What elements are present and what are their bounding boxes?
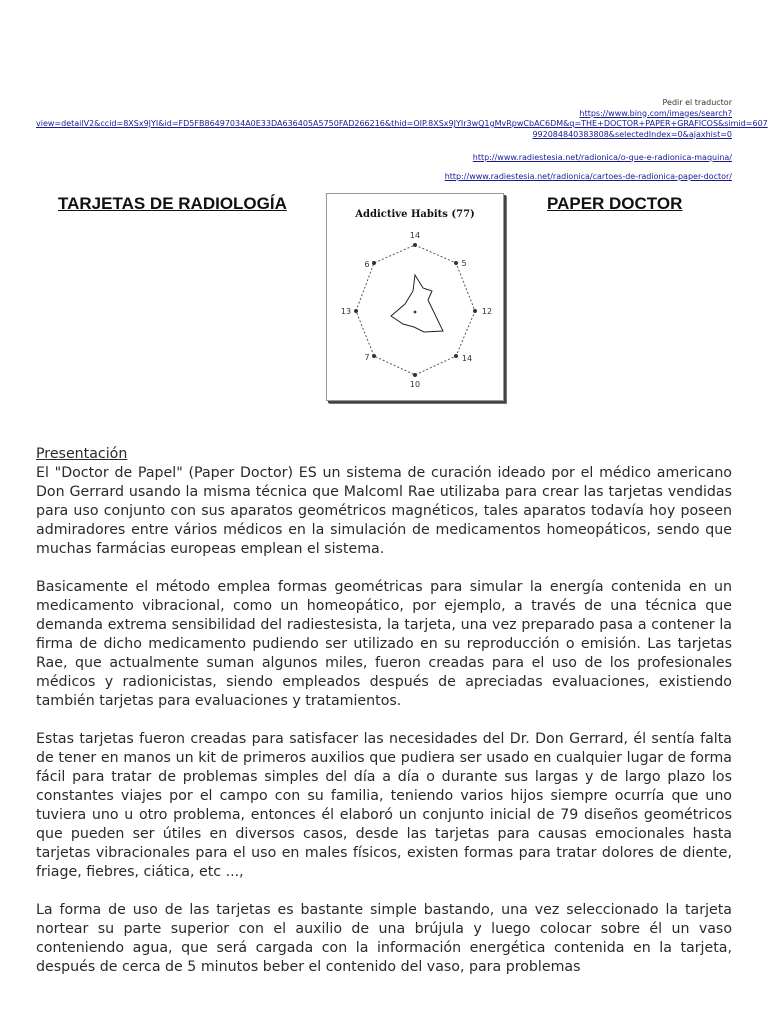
label-top-right: 5 xyxy=(461,259,467,268)
title-tarjetas: TARJETAS DE RADIOLOGÍA xyxy=(58,194,287,213)
addictive-habits-card-figure xyxy=(326,193,504,401)
paragraph: El "Doctor de Papel" (Paper Doctor) ES un sistema de curación ideado por el médico americano Don Gerrard usando la misma técnica que Malcoml Rae utilizaba para crear las tarjetas vendidas para uso conjunto con sus aparatos geométricos magnéticos, tales aparatos todavía hoy poseen admiradores entre vários médicos en la simulación de medicamentos homeopáticos, sendo que muchas farmácias europeas emplean el sistema. xyxy=(36,465,732,557)
label-bottom-right: 14 xyxy=(461,354,473,363)
label-right: 12 xyxy=(481,307,493,316)
title-paper-doctor: PAPER DOCTOR xyxy=(547,194,683,213)
vertex-dot xyxy=(372,354,376,358)
paragraph: Basicamente el método emplea formas geométricas para simular la energía contenida en un medicamento vibracional, como un homeopático, por ejemplo, a través de una técnica que demanda extrema sensibilidad del radiestesista, la tarjeta, una vez preparado pasa a contener la firma de dicho medicamento pudiendo ser utilizado en su reproducción o emisión. Las tarjetas Rae, que actualmente suman algunos miles, fueron creadas para el uso de los profesionales médicos y radionicistas, siendo empleados después de apreciadas evaluaciones, existiendo también tarjetas para evaluaciones y tratamientos. xyxy=(36,579,732,709)
references-block xyxy=(36,98,768,182)
vertex-dot xyxy=(413,243,417,247)
paper-doctor-link[interactable]: http://www.radiestesia.net/radionica/cartoes-de-radionica-paper-doctor/ xyxy=(444,171,732,181)
label-top-left: 6 xyxy=(364,260,370,269)
label-bottom: 10 xyxy=(409,380,421,389)
vertex-dot xyxy=(372,261,376,265)
vertex-dot xyxy=(454,261,458,265)
translator-text: Pedir el traductor xyxy=(662,98,732,107)
vertex-dot xyxy=(354,309,358,313)
vertex-dot xyxy=(473,309,477,313)
bing-link-line2[interactable]: view=detailV2&ccid=8XSx9JYI&id=FD5FB86497034A0E33DA636405A5750FAD266216&thid=OIP.8XSx9JYIr3wQ1gMvRpwCbAC6DM&q=THE+DOCTOR+PAPER+GRAFICOS&simid=607 xyxy=(36,119,768,128)
bing-link-line1[interactable]: https://www.bing.com/images/search? xyxy=(579,108,732,118)
label-top: 14 xyxy=(409,231,421,240)
label-left: 13 xyxy=(340,307,352,316)
article-body xyxy=(36,445,732,996)
section-heading: Presentación xyxy=(36,446,128,462)
paragraph: La forma de uso de las tarjetas es bastante simple bastando, una vez seleccionado la tarjeta nortear su parte superior con el auxilio de una brújula y luego colocar sobre él un vaso conteniendo agua, que será cargada con la información energética contenida en la tarjeta, después de cerca de 5 minutos beber el contenido del vaso, para problemas xyxy=(36,902,732,975)
vertex-dot xyxy=(413,373,417,377)
vertex-dot xyxy=(454,354,458,358)
bing-link-line3[interactable]: 992084840383808&selectedIndex=0&ajaxhist=0 xyxy=(532,129,732,139)
center-dot xyxy=(414,311,417,314)
label-bottom-left: 7 xyxy=(364,353,370,362)
inner-star-shape xyxy=(391,275,443,332)
radionica-machine-link[interactable]: http://www.radiestesia.net/radionica/o-que-e-radionica-maquina/ xyxy=(472,153,732,162)
paragraph: Estas tarjetas fueron creadas para satisfacer las necesidades del Dr. Don Gerrard, él sentía falta de tener en manos un kit de primeros auxilios que pudiera ser usado en cualquier lugar de forma fácil para tratar de problemas simples del día a día o durante sus largas y de largo plazo los constantes viajes por el campo con su familia, teniendo varios hijos siempre ocurría que uno tuviera uno u otro problema, entonces él elaboró un conjunto inicial de 79 diseños geométricos que pueden ser útiles en diversos casos, desde las tarjetas para causas emocionales hasta tarjetas vibracionales para el uso en males físicos, existen formas para tratar dolores de diente, friage, fiebres, ciática, etc ..., xyxy=(36,731,732,880)
octagon-diagram xyxy=(327,194,503,400)
figure-title: Addictive Habits (77) xyxy=(355,209,475,220)
